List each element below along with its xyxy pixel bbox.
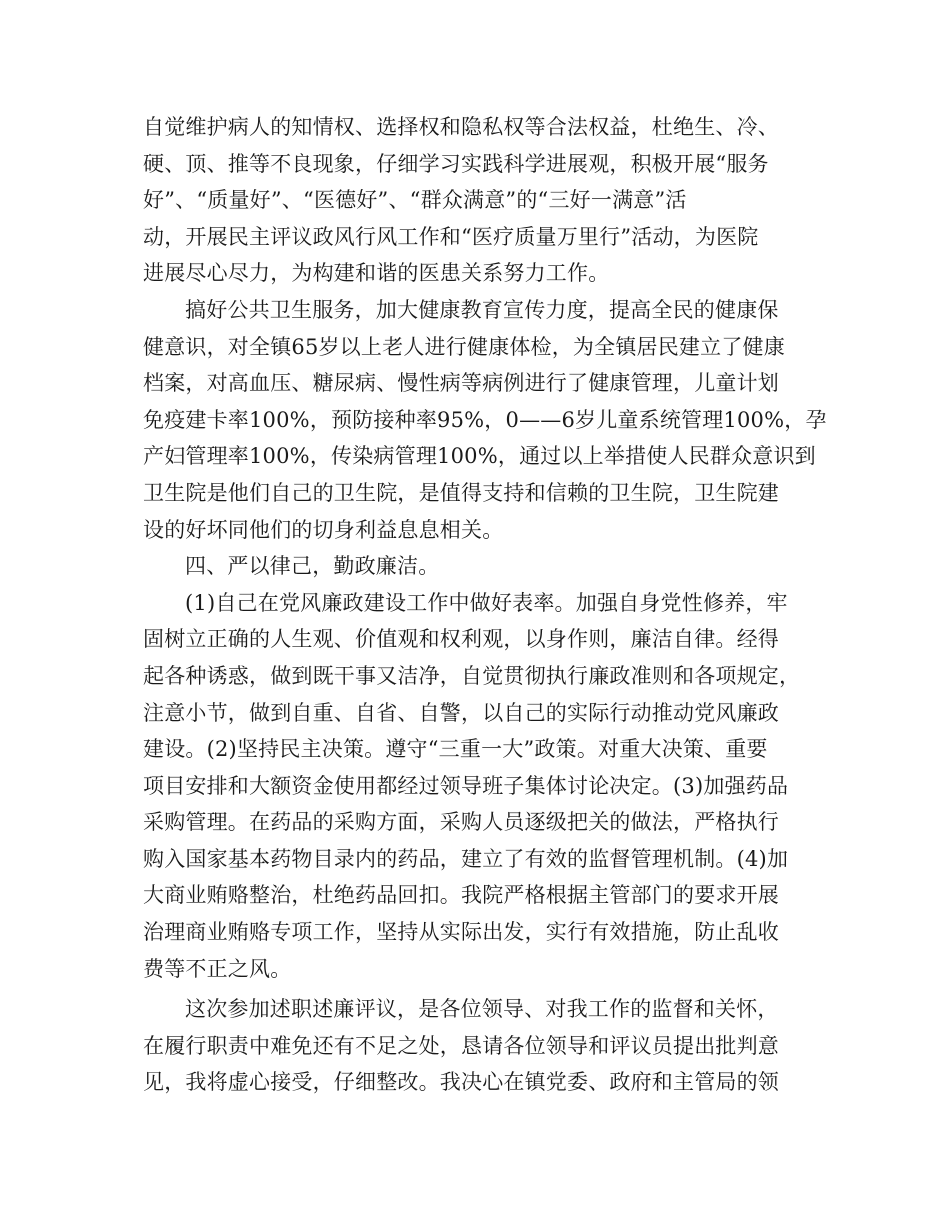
- paragraph-line: 治理商业贿赂专项工作，坚持从实际出发，实行有效措施，防止乱收: [143, 920, 779, 945]
- paragraph-line: (1)自己在党风廉政建设工作中做好表率。加强自身党性修养，牢: [185, 590, 788, 615]
- paragraph-line: 健意识，对全镇65岁以上老人进行健康体检，为全镇居民建立了健康: [143, 334, 785, 359]
- paragraph-line: 起各种诱惑，做到既干事又洁净，自觉贯彻执行廉政准则和各项规定，: [143, 663, 801, 688]
- paragraph-line: 设的好坏同他们的切身利益息息相关。: [143, 517, 504, 542]
- paragraph-line: 注意小节，做到自重、自省、自警，以自己的实际行动推动党风廉政: [143, 700, 779, 725]
- paragraph-1: [143, 109, 811, 292]
- paragraph-line: 采购管理。在药品的采购方面，采购人员逐级把关的做法，严格执行: [143, 810, 779, 835]
- paragraph-line: 在履行职责中难免还有不足之处，恳请各位领导和评议员提出批判意: [143, 1033, 779, 1058]
- paragraph-line: 产妇管理率100%，传染病管理100%，通过以上举措使人民群众意识到: [143, 444, 816, 469]
- paragraph-line: 进展尽心尽力，为构建和谐的医患关系努力工作。: [143, 261, 610, 286]
- paragraph-line: 搞好公共卫生服务，加大健康教育宣传力度，提高全民的健康保: [185, 297, 779, 322]
- paragraph-line: 费等不正之风。: [143, 956, 292, 981]
- paragraph-line: 档案，对高血压、糖尿病、慢性病等病例进行了健康管理，儿童计划: [143, 371, 779, 396]
- paragraph-line: 好”、“质量好”、“医德好”、“群众满意”的“三好一满意”活: [143, 188, 687, 213]
- paragraph-line: 大商业贿赂整治，杜绝药品回扣。我院严格根据主管部门的要求开展: [143, 883, 779, 908]
- paragraph-2: [143, 292, 827, 548]
- paragraph-line: 建设。(2)坚持民主决策。遵守“三重一大”政策。对重大决策、重要: [143, 737, 768, 762]
- paragraph-line: 固树立正确的人生观、价值观和权利观，以身作则，廉洁自律。经得: [143, 627, 779, 652]
- section-heading-4: [143, 548, 811, 585]
- paragraph-line: 卫生院是他们自己的卫生院，是值得支持和信赖的卫生院，卫生院建: [143, 480, 779, 505]
- paragraph-line: 见，我将虚心接受，仔细整改。我决心在镇党委、政府和主管局的领: [143, 1070, 779, 1095]
- paragraph-line: 购入国家基本药物目录内的药品，建立了有效的监督管理机制。(4)加: [143, 846, 789, 871]
- paragraph-line: 这次参加述职述廉评议，是各位领导、对我工作的监督和关怀，: [185, 997, 779, 1022]
- paragraph-4: [143, 991, 811, 1101]
- paragraph-line: 硬、顶、推等不良现象，仔细学习实践科学进展观，积极开展“服务: [143, 151, 769, 176]
- paragraph-line: 项目安排和大额资金使用都经过领导班子集体讨论决定。(3)加强药品: [143, 773, 789, 798]
- document-body: [143, 109, 827, 1101]
- paragraph-3: [143, 585, 811, 988]
- paragraph-line: 动，开展民主评议政风行风工作和“医疗质量万里行”活动，为医院: [143, 224, 759, 249]
- paragraph-line: 自觉维护病人的知情权、选择权和隐私权等合法权益，杜绝生、冷、: [143, 115, 779, 139]
- section-heading: 四、严以律己，勤政廉洁。: [185, 554, 440, 579]
- paragraph-line: 免疫建卡率100%，预防接种率95%，0——6岁儿童系统管理100%，孕: [143, 407, 827, 432]
